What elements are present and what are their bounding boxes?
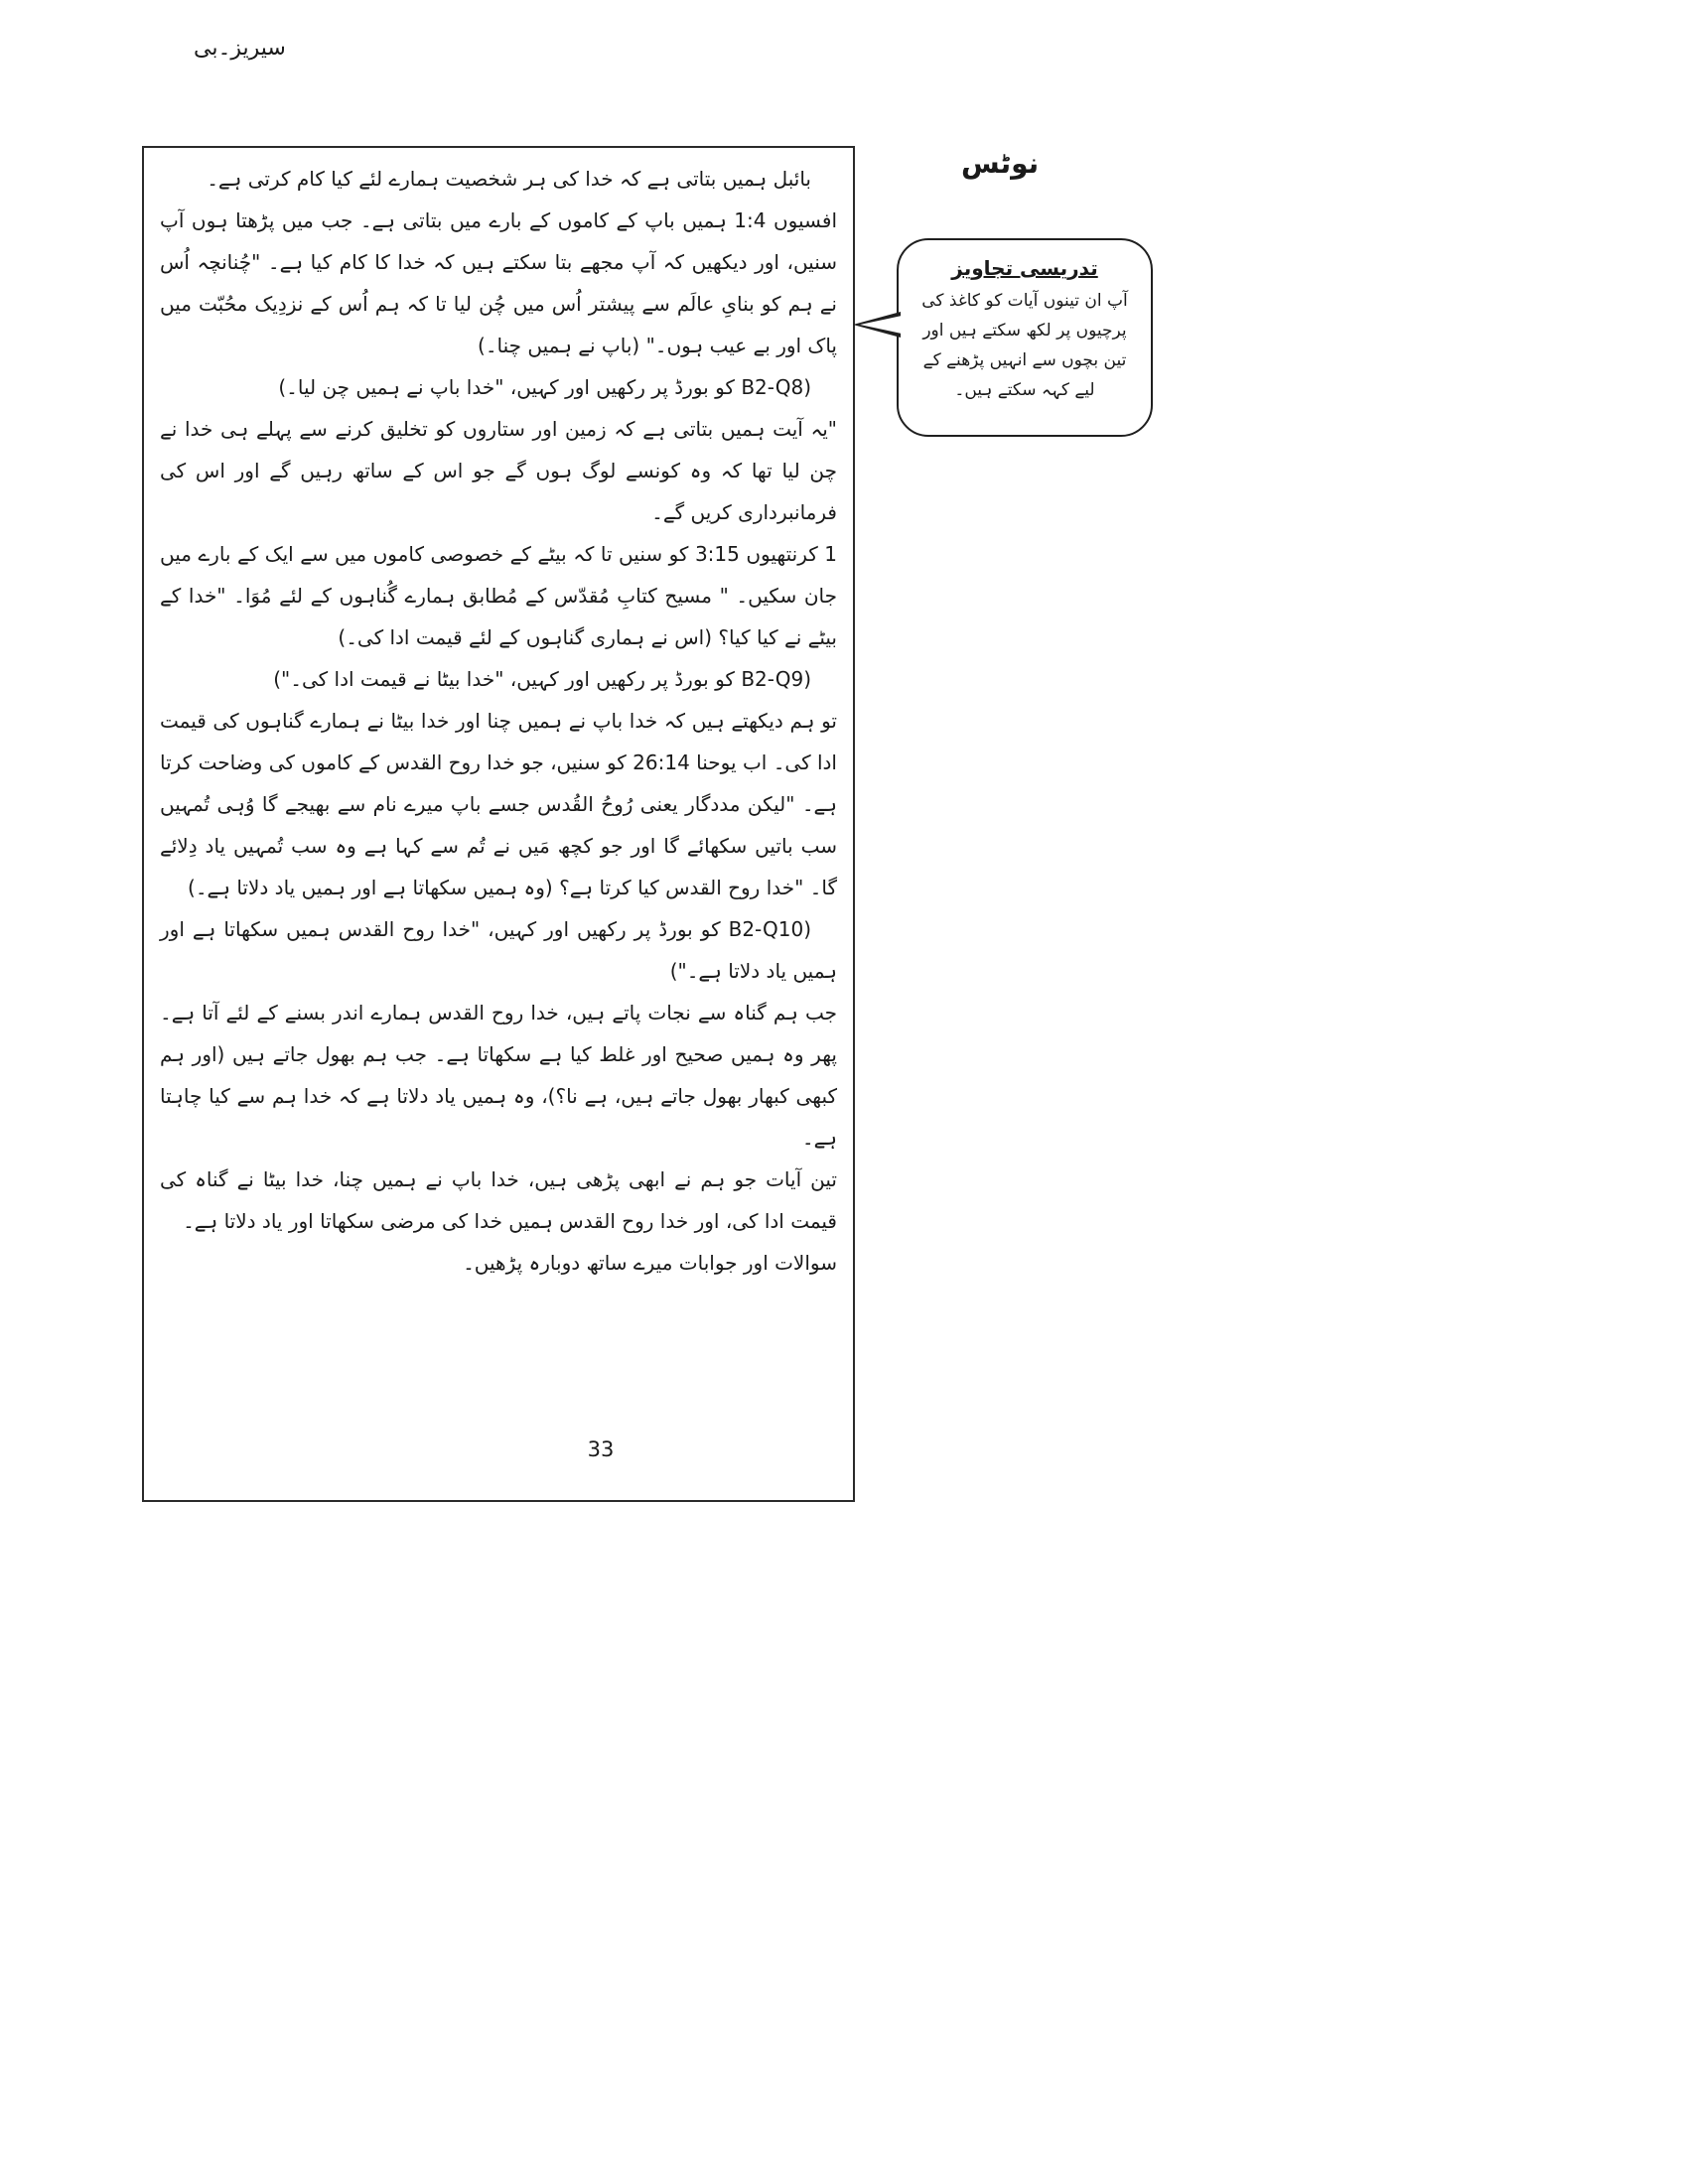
paragraph: بائبل ہمیں بتاتی ہے کہ خدا کی ہر شخصیت ہمارے لئے کیا کام کرتی ہے۔ (207, 167, 811, 191)
paragraph: افسیوں 1:4 ہمیں باپ کے کاموں کے بارے میں بتاتی ہے۔ جب میں پڑھتا ہوں آپ سنیں، اور دیکھیں کہ آپ مجھے بتا سکتے ہیں کہ خدا کا کام کیا ہے۔ "چُنانچہ اُس نے ہم کو بنایِ عالَم سے پیشتر اُس میں چُن لیا تا کہ ہم اُس کے نزدِیک محُبّت میں پاک اور بے عیب ہوں۔" (باپ نے ہمیں چنا۔) (160, 208, 837, 357)
main-text-body (144, 148, 853, 1284)
main-text-box (142, 146, 855, 1502)
callout-title: تدریسی تجاویز (951, 256, 1098, 280)
teaching-tip-callout (897, 238, 1153, 437)
paragraph: تو ہم دیکھتے ہیں کہ خدا باپ نے ہمیں چنا اور خدا بیٹا نے ہمارے گناہوں کی قیمت ادا کی۔ اب یوحنا 26:14 کو سنیں، جو خدا روح القدس کے کاموں کی وضاحت کرتا ہے۔ "لیکن مددگار یعنی رُوحُ القُدس جسے باپ میرے نام سے بھیجے گا وُہی تُمہیں سب باتیں سکھائے گا اور جو کچھ مَیں نے تُم سے کہا ہے وہ سب تُمہیں یاد دِلائے گا۔ "خدا روح القدس کیا کرتا ہے؟ (وہ ہمیں سکھاتا ہے اور ہمیں یاد دلاتا ہے۔) (160, 709, 837, 899)
notes-heading: نوٹس (961, 147, 1040, 180)
paragraph: 1 کرنتھیوں 3:15 کو سنیں تا کہ بیٹے کے خصوصی کاموں میں سے ایک کے بارے میں جان سکیں۔ " مسیح کتابِ مُقدّس کے مُطابق ہمارے گُناہوں کے لئے مُوَا۔ "خدا کے بیٹے نے کیا کیا؟ (اس نے ہماری گناہوں کے لئے قیمت ادا کی۔) (160, 542, 837, 649)
callout-body: آپ ان تینوں آیات کو کاغذ کی پرچیوں پر لکھ سکتے ہیں اور تین بچوں سے انہیں پڑھنے کے لیے کہہ سکتے ہیں۔ (921, 291, 1128, 400)
callout-tail-fill (860, 316, 902, 334)
paragraph: سوالات اور جوابات میرے ساتھ دوبارہ پڑھیں۔ (463, 1251, 837, 1275)
paragraph: "یہ آیت ہمیں بتاتی ہے کہ زمین اور ستاروں کو تخلیق کرنے سے پہلے ہی خدا نے چن لیا تھا کہ وہ کونسے لوگ ہوں گے جو اس کے ساتھ رہیں گے اور اس کی فرمانبرداری کریں گے۔ (160, 417, 837, 524)
paragraph-board-instruction: (B2-Q8 کو بورڈ پر رکھیں اور کہیں، "خدا باپ نے ہمیں چن لیا۔) (278, 375, 811, 399)
paragraph: جب ہم گناہ سے نجات پاتے ہیں، خدا روح القدس ہمارے اندر بسنے کے لئے آتا ہے۔ پھر وہ ہمیں صحیح اور غلط کیا ہے سکھاتا ہے۔ جب ہم بھول جاتے ہیں (اور ہم کبھی کبھار بھول جاتے ہیں، ہے نا؟)، وہ ہمیں یاد دلاتا ہے کہ خدا ہم سے کیا چاہتا ہے۔ (160, 1001, 837, 1150)
paragraph-board-instruction: (B2-Q10 کو بورڈ پر رکھیں اور کہیں، "خدا روح القدس ہمیں سکھاتا ہے اور ہمیں یاد دلاتا ہے۔") (160, 917, 837, 983)
paragraph-board-instruction: (B2-Q9 کو بورڈ پر رکھیں اور کہیں، "خدا بیٹا نے قیمت ادا کی۔") (273, 667, 811, 691)
series-header-label: سیریز۔بی (194, 36, 286, 61)
paragraph: تین آیات جو ہم نے ابھی پڑھی ہیں، خدا باپ نے ہمیں چنا، خدا بیٹا نے گناہ کی قیمت ادا کی، اور خدا روح القدس ہمیں خدا کی مرضی سکھاتا اور یاد دلاتا ہے۔ (160, 1167, 837, 1233)
page-number: 33 (587, 1437, 615, 1461)
